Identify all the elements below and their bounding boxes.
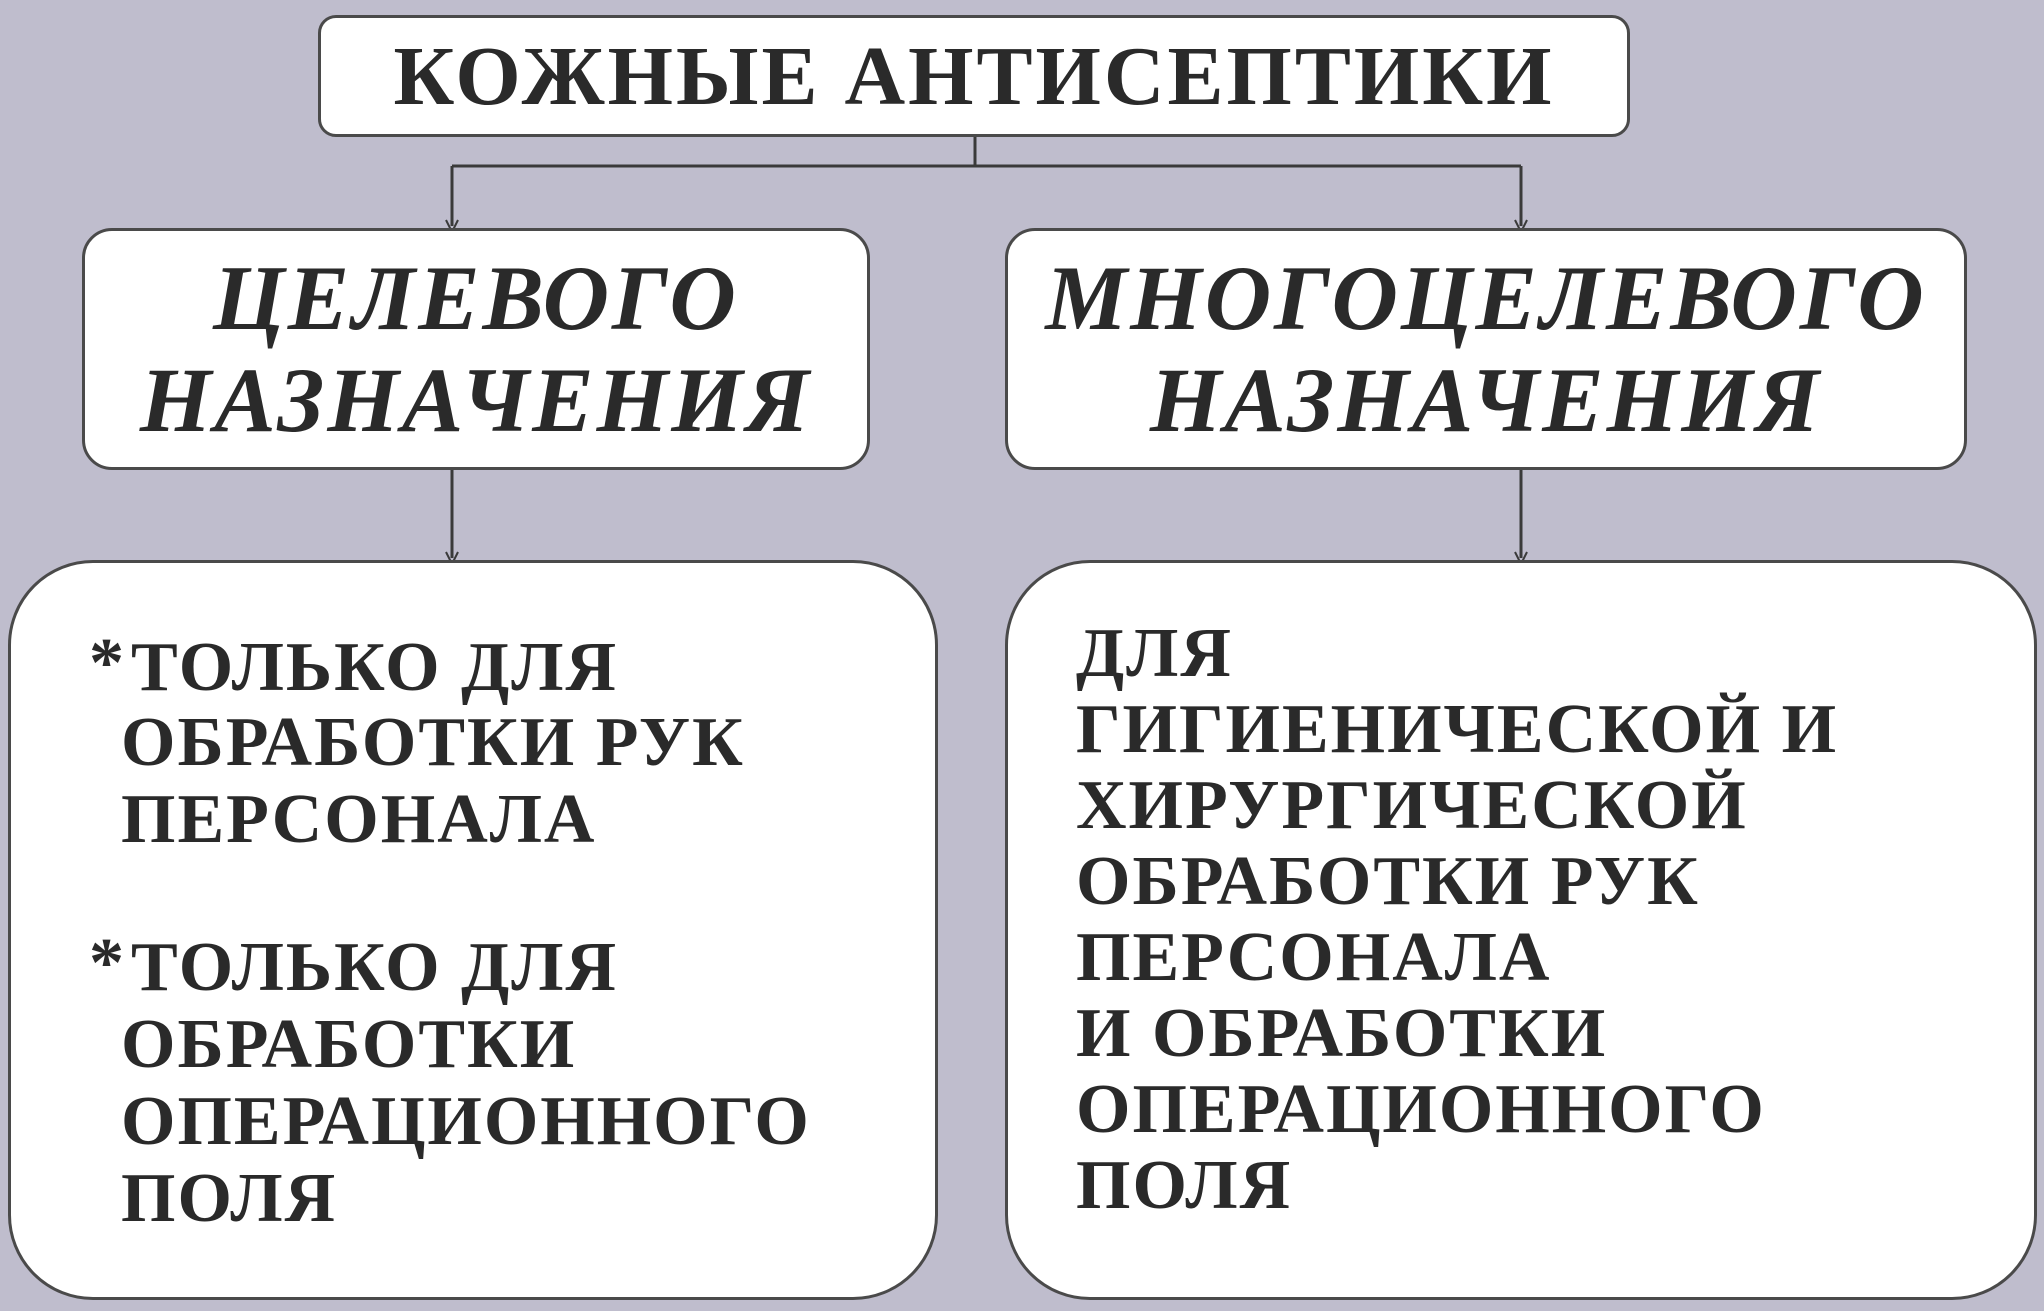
title-box [318,15,1630,137]
category-multipurpose-box [1005,228,1967,470]
category-targeted-line-1: ЦЕЛЕВОГО [213,247,739,349]
desc-line-1: ДЛЯ [1076,615,1233,692]
bullet-star-2: * [89,925,124,1002]
category-multipurpose-line-2: НАЗНАЧЕНИЯ [1149,349,1823,451]
item-2-line-4: ПОЛЯ [121,1160,338,1237]
desc-line-4: ОБРАБОТКИ РУК [1076,843,1700,920]
desc-line-5: ПЕРСОНАЛА [1076,919,1552,996]
item-2-line-3: ОПЕРАЦИОННОГО [121,1083,811,1160]
desc-line-3: ХИРУРГИЧЕСКОЙ [1076,767,1748,844]
title-text: КОЖНЫЕ АНТИСЕПТИКИ [393,29,1555,123]
item-1-line-1: ТОЛЬКО ДЛЯ [131,629,618,706]
item-1-line-2: ОБРАБОТКИ РУК [121,704,745,781]
desc-line-7: ОПЕРАЦИОННОГО [1076,1071,1766,1148]
targeted-description-box [8,560,938,1300]
category-targeted-line-2: НАЗНАЧЕНИЯ [139,349,813,451]
category-multipurpose-line-1: МНОГОЦЕЛЕВОГО [1045,247,1927,349]
item-2-line-2: ОБРАБОТКИ [121,1006,577,1083]
multipurpose-description-box [1005,560,2037,1300]
category-targeted-box [82,228,870,470]
bullet-star-1: * [89,625,124,702]
desc-line-6: И ОБРАБОТКИ [1076,995,1608,1072]
item-2-line-1: ТОЛЬКО ДЛЯ [131,929,618,1006]
item-1-line-3: ПЕРСОНАЛА [121,781,597,858]
desc-line-8: ПОЛЯ [1076,1147,1293,1224]
desc-line-2: ГИГИЕНИЧЕСКОЙ И [1076,691,1839,768]
